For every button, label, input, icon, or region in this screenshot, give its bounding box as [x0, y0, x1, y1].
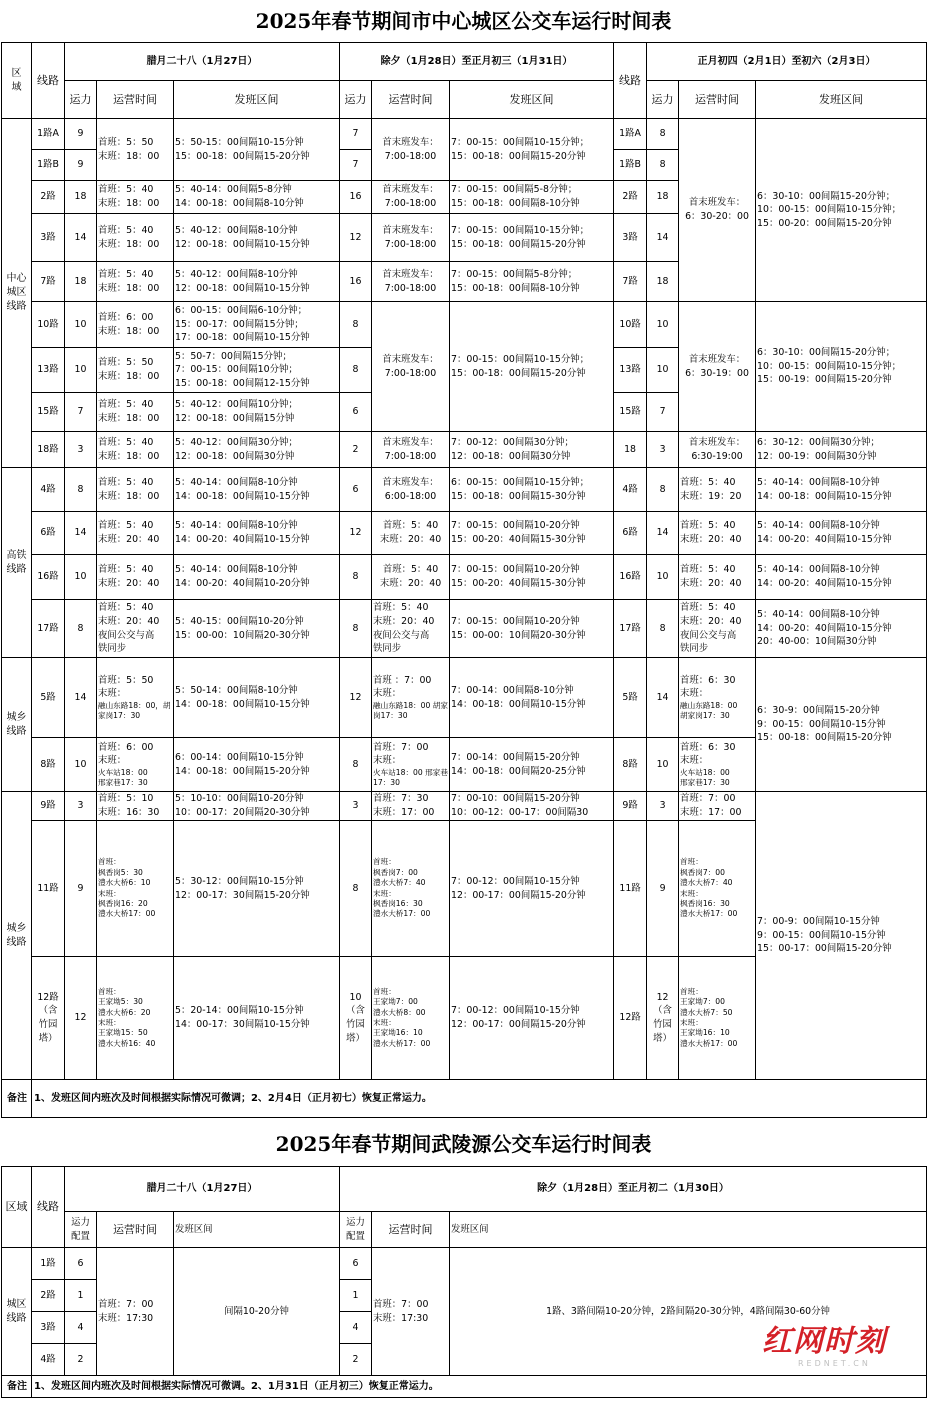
- p1-capacity: 3: [65, 432, 97, 468]
- route-cell-right: 12路: [614, 957, 647, 1080]
- p2-interval: 7：00-10：00间隔15-20分钟 10：00-12：00-17：00间隔30: [450, 792, 614, 821]
- p3-interval: 5：40-14：00间隔8-10分钟 14：00-20：40间隔10-15分钟 20：40-00：10间隔30分钟: [756, 600, 927, 658]
- p2-hours: 首末班发车： 7:00-18:00: [372, 432, 450, 468]
- p3-hours: 首班：5：40 末班：19：20: [679, 468, 756, 512]
- p1-capacity: 7: [65, 393, 97, 432]
- region-center: 中心 城区 线路: [2, 119, 32, 468]
- p3-capacity: 8: [647, 150, 679, 181]
- p2-capacity: 16: [340, 181, 372, 214]
- p1-hours: 首班：5：40 末班：18：00: [97, 393, 174, 432]
- p3-capacity: 18: [647, 181, 679, 214]
- route-cell-right: 11路: [614, 821, 647, 957]
- route-cell: 5路: [32, 658, 65, 738]
- p2-hours: 首末班发车： 7:00-18:00: [372, 302, 450, 432]
- p1-hours-main: 首班：5：50 末班：: [98, 674, 154, 700]
- p1-capacity: 1: [65, 1280, 97, 1312]
- p2-hours: [372, 658, 450, 738]
- p1-capacity: 14: [65, 658, 97, 738]
- p3-hours: [679, 738, 756, 792]
- p2-capacity: 7: [340, 150, 372, 181]
- header-route-right: 线路: [614, 43, 647, 119]
- p1-interval: 5：30-12：00间隔10-15分钟 12：00-17：30间隔15-20分钟: [174, 821, 340, 957]
- header-p1-capacity: 运力: [65, 81, 97, 119]
- header-p2-hours: 运营时间: [372, 81, 450, 119]
- header-period1: 腊月二十八（1月27日）: [65, 43, 340, 81]
- p1-interval: 5：10-10：00间隔10-20分钟 10：00-17：20间隔20-30分钟: [174, 792, 340, 821]
- route-cell: 1路A: [32, 119, 65, 150]
- p2-interval: 7：00-12：00间隔10-15分钟 12：00-17：00间隔15-20分钟: [450, 957, 614, 1080]
- table2-note-row: [2, 1376, 927, 1398]
- p3-hours: 首班：5：40 末班：20：40: [679, 512, 756, 555]
- p3-interval: 5：40-14：00间隔8-10分钟 14：00-20：40间隔10-15分钟: [756, 512, 927, 555]
- p2-interval: 7：00-15：00间隔10-20分钟 15：00-20：40间隔15-30分钟: [450, 512, 614, 555]
- route-cell: 4路: [32, 1344, 65, 1376]
- region-urban-rural: 城乡 线路: [2, 658, 32, 792]
- header-period2: 除夕（1月28日）至正月初二（1月30日）: [340, 1167, 927, 1212]
- route-cell: 18路: [32, 432, 65, 468]
- header-p3-hours: 运营时间: [679, 81, 756, 119]
- p1-hours: 首班：5：50 末班：18：00: [97, 119, 174, 181]
- table1-note-row: [2, 1080, 927, 1118]
- p3-capacity: 9: [647, 821, 679, 957]
- table-row: [2, 468, 927, 512]
- table1-subheader-row: [2, 81, 927, 119]
- p2-interval: 7：00-15：00间隔10-15分钟； 15：00-18：00间隔15-20分钟: [450, 119, 614, 181]
- p1-interval: 5：50-7：00间隔15分钟； 7：00-15：00间隔10分钟； 15：00-18：00间隔12-15分钟: [174, 348, 340, 393]
- p3-interval: 7：00-9：00间隔10-15分钟 9：00-15：00间隔10-15分钟 15：00-17：00间隔15-20分钟: [756, 792, 927, 1080]
- route-cell-right: 18: [614, 432, 647, 468]
- p1-capacity: 18: [65, 181, 97, 214]
- p3-hours-stops: 融山东路18：00 胡家岗17：30: [680, 700, 738, 721]
- p2-capacity: 12: [340, 512, 372, 555]
- p1-interval: 5：50-14：00间隔8-10分钟 14：00-18：00间隔10-15分钟: [174, 658, 340, 738]
- p2-capacity: 8: [340, 600, 372, 658]
- p1-hours: 首班： 王家坳5：30 澧水大桥6：20 末班： 王家坳15：50 澧水大桥16：40: [97, 957, 174, 1080]
- p2-interval: 7：00-12：00间隔10-15分钟 12：00-17：00间隔15-20分钟: [450, 821, 614, 957]
- route-cell: 12路 （含 竹园 塔）: [32, 957, 65, 1080]
- table2-title: 2025年春节期间武陵源公交车运行时间表: [275, 1132, 652, 1156]
- p2-hours: 首班：7：30 末班：17：00: [372, 792, 450, 821]
- p2-capacity: 8: [340, 821, 372, 957]
- p2-capacity: 12: [340, 658, 372, 738]
- p1-hours: 首班： 枫香岗5：30 澧水大桥6：10 末班： 枫香岗16：20 澧水大桥17：00: [97, 821, 174, 957]
- table1-title: 2025年春节期间市中心城区公交车运行时间表: [255, 9, 672, 33]
- watermark-logo: [762, 1325, 912, 1377]
- p3-interval: 5：40-14：00间隔8-10分钟 14：00-18：00间隔10-15分钟: [756, 468, 927, 512]
- table1-header-row: [2, 43, 927, 81]
- p1-capacity: 18: [65, 262, 97, 302]
- p3-interval: 5：40-14：00间隔8-10分钟 14：00-20：40间隔10-15分钟: [756, 555, 927, 600]
- p3-capacity: 14: [647, 214, 679, 262]
- p1-hours: [97, 658, 174, 738]
- header-p2-capacity: 运力 配置: [340, 1212, 372, 1248]
- p2-capacity: 2: [340, 1344, 372, 1376]
- p1-hours: 首班：5：10 末班：16：30: [97, 792, 174, 821]
- p1-hours: 首班：5：40 末班：18：00: [97, 181, 174, 214]
- header-p2-interval: 发班区间: [450, 81, 614, 119]
- header-route: 线路: [32, 1167, 65, 1248]
- p3-capacity: 8: [647, 600, 679, 658]
- p1-capacity: 10: [65, 555, 97, 600]
- header-p1-interval: 发班区间: [174, 81, 340, 119]
- route-cell-right: 2路: [614, 181, 647, 214]
- p2-hours: [372, 738, 450, 792]
- p1-hours: 首班：5：40 末班：20：40: [97, 555, 174, 600]
- p2-hours: 首末班发车： 7:00-18:00: [372, 119, 450, 181]
- p2-capacity: 6: [340, 393, 372, 432]
- p2-capacity: 6: [340, 1248, 372, 1280]
- table-row: [2, 658, 927, 738]
- p2-interval: 7：00-14：00间隔8-10分钟 14：00-18：00间隔10-15分钟: [450, 658, 614, 738]
- route-cell: 17路: [32, 600, 65, 658]
- table-row: [2, 119, 927, 150]
- p3-hours: 首末班发车： 6:30-19:00: [679, 432, 756, 468]
- p2-hours: 首班：5：40 末班：20：40 夜间公交与高 铁同步: [372, 600, 450, 658]
- p1-interval: 5：20-14：00间隔10-15分钟 14：00-17：30间隔10-15分钟: [174, 957, 340, 1080]
- header-p1-interval: 发班区间: [174, 1212, 340, 1248]
- p3-hours: 首班：5：40 末班：20：40 夜间公交与高 铁同步: [679, 600, 756, 658]
- p3-capacity: 14: [647, 512, 679, 555]
- p3-capacity: 12 （含 竹园 塔）: [647, 957, 679, 1080]
- route-cell: 11路: [32, 821, 65, 957]
- route-cell: 8路: [32, 738, 65, 792]
- p3-interval: 6：30-9：00间隔15-20分钟 9：00-15：00间隔10-15分钟 15：00-18：00间隔15-20分钟: [756, 658, 927, 792]
- p1-hours: 首班：5：40 末班：18：00: [97, 468, 174, 512]
- p1-interval: 6：00-15：00间隔6-10分钟； 15：00-17：00间隔15分钟； 17：00-18：00间隔10-15分钟: [174, 302, 340, 348]
- route-cell: 6路: [32, 512, 65, 555]
- p1-hours: 首班：5：40 末班：20：40 夜间公交与高 铁同步: [97, 600, 174, 658]
- p3-hours: 首班： 枫香岗7：00 澧水大桥7：40 末班： 枫香岗16：30 澧水大桥17：00: [679, 821, 756, 957]
- p1-interval: 5：50-15：00间隔10-15分钟 15：00-18：00间隔15-20分钟: [174, 119, 340, 181]
- table1-schedule: [1, 42, 927, 1118]
- p1-hours: 首班：5：40 末班：18：00: [97, 262, 174, 302]
- p1-interval: 5：40-12：00间隔8-10分钟 12：00-18：00间隔10-15分钟: [174, 214, 340, 262]
- note-label: 备注: [2, 1080, 32, 1118]
- p2-capacity: 12: [340, 214, 372, 262]
- p2-capacity: 16: [340, 262, 372, 302]
- p2-interval: 7：00-15：00间隔5-8分钟； 15：00-18：00间隔8-10分钟: [450, 181, 614, 214]
- route-cell: 3路: [32, 1312, 65, 1344]
- route-cell-right: 5路: [614, 658, 647, 738]
- header-p2-interval: 发班区间: [450, 1212, 927, 1248]
- p2-hours: 首末班发车： 7:00-18:00: [372, 262, 450, 302]
- p2-interval: 7：00-12：00间隔30分钟； 12：00-18：00间隔30分钟: [450, 432, 614, 468]
- route-cell-right: 10路: [614, 302, 647, 348]
- route-cell: 1路B: [32, 150, 65, 181]
- p2-hours: 首班：7：00 末班：17:30: [372, 1248, 450, 1376]
- p3-hours: 首班： 王家坳7：00 澧水大桥7：50 末班： 王家坳16：10 澧水大桥17：00: [679, 957, 756, 1080]
- p1-capacity: 3: [65, 792, 97, 821]
- p2-interval: 7：00-15：00间隔10-20分钟 15：00-00：10间隔20-30分钟: [450, 600, 614, 658]
- p1-capacity: 14: [65, 512, 97, 555]
- p3-capacity: 3: [647, 792, 679, 821]
- p3-capacity: 10: [647, 555, 679, 600]
- p2-capacity: 7: [340, 119, 372, 150]
- table-row: [2, 302, 927, 348]
- p3-hours: [679, 658, 756, 738]
- header-region: 区域: [2, 1167, 32, 1248]
- route-cell-right: 1路B: [614, 150, 647, 181]
- p1-hours: 首班：5：40 末班：18：00: [97, 432, 174, 468]
- p3-capacity: 8: [647, 468, 679, 512]
- header-period2: 除夕（1月28日）至正月初三（1月31日）: [340, 43, 614, 81]
- route-cell: 7路: [32, 262, 65, 302]
- p1-capacity: 9: [65, 821, 97, 957]
- p1-capacity: 10: [65, 738, 97, 792]
- note-label: 备注: [2, 1376, 32, 1398]
- header-p1-hours: 运营时间: [97, 1212, 174, 1248]
- header-route: 线路: [32, 43, 65, 119]
- table-row: [2, 1248, 927, 1280]
- p2-capacity: 10 （含 竹园 塔）: [340, 957, 372, 1080]
- p1-capacity: 14: [65, 214, 97, 262]
- p2-hours: 首末班发车： 7:00-18:00: [372, 181, 450, 214]
- p3-hours-stops: 火车站18：00 邢家巷17：30: [680, 767, 730, 788]
- p3-interval: 6：30-10：00间隔15-20分钟； 10：00-15：00间隔10-15分钟； 15：00-20：00间隔15-20分钟: [756, 119, 927, 302]
- p2-hours: 首末班发车： 6:00-18:00: [372, 468, 450, 512]
- header-period1: 腊月二十八（1月27日）: [65, 1167, 340, 1212]
- p1-hours: 首班：5：40 末班：20：40: [97, 512, 174, 555]
- p3-capacity: 10: [647, 302, 679, 348]
- header-region: 区 域: [2, 43, 32, 119]
- p1-interval: 5：40-14：00间隔5-8分钟 14：00-18：00间隔8-10分钟: [174, 181, 340, 214]
- p1-interval: 5：40-14：00间隔8-10分钟 14：00-20：40间隔10-15分钟: [174, 512, 340, 555]
- p1-hours: 首班：5：50 末班：18：00: [97, 348, 174, 393]
- p1-capacity: 9: [65, 119, 97, 150]
- route-cell: 13路: [32, 348, 65, 393]
- p3-capacity: 7: [647, 393, 679, 432]
- route-cell: 2路: [32, 1280, 65, 1312]
- p2-hours: 首班：5：40 末班：20：40: [372, 555, 450, 600]
- route-cell: 9路: [32, 792, 65, 821]
- watermark-sub: REDNET.CN: [798, 1359, 871, 1368]
- p1-capacity: 2: [65, 1344, 97, 1376]
- route-cell-right: 15路: [614, 393, 647, 432]
- p3-capacity: 18: [647, 262, 679, 302]
- p2-hours: 首末班发车： 7:00-18:00: [372, 214, 450, 262]
- table2-subheader-row: [2, 1212, 927, 1248]
- route-cell-right: 9路: [614, 792, 647, 821]
- p3-hours: 首班：7：00 末班：17：00: [679, 792, 756, 821]
- p1-interval: 5：40-12：00间隔10分钟； 12：00-18：00间隔15分钟: [174, 393, 340, 432]
- p1-capacity: 8: [65, 468, 97, 512]
- p2-hours: 首班： 王家坳7：00 澧水大桥8：00 末班： 王家坳16：10 澧水大桥17：00: [372, 957, 450, 1080]
- p3-hours: 首班：5：40 末班：20：40: [679, 555, 756, 600]
- p2-interval: 1路、3路间隔10-20分钟，2路间隔20-30分钟，4路间隔30-60分钟: [450, 1248, 927, 1376]
- header-p2-hours: 运营时间: [372, 1212, 450, 1248]
- p1-capacity: 12: [65, 957, 97, 1080]
- p2-interval: 7：00-15：00间隔5-8分钟； 15：00-18：00间隔8-10分钟: [450, 262, 614, 302]
- p3-interval: 6：30-12：00间隔30分钟； 12：00-19：00间隔30分钟: [756, 432, 927, 468]
- p2-capacity: 2: [340, 432, 372, 468]
- route-cell-right: 3路: [614, 214, 647, 262]
- p2-capacity: 8: [340, 738, 372, 792]
- p1-hours: [97, 738, 174, 792]
- header-p1-capacity: 运力 配置: [65, 1212, 97, 1248]
- p1-interval: 5：40-12：00间隔30分钟； 12：00-18：00间隔30分钟: [174, 432, 340, 468]
- p3-hours-main: 首班：6：30 末班：: [680, 674, 736, 700]
- header-p3-interval: 发班区间: [756, 81, 927, 119]
- p2-interval: 7：00-14：00间隔15-20分钟 14：00-18：00间隔20-25分钟: [450, 738, 614, 792]
- table-row: [2, 512, 927, 555]
- note-text: 1、发班区间内班次及时间根据实际情况可微调。2、1月31日（正月初三）恢复正常运力。: [32, 1376, 927, 1398]
- p2-hours-stops: 融山东路18：00 胡家岗17：30: [373, 700, 448, 721]
- region-urban-rural-2: 城乡 线路: [2, 792, 32, 1080]
- note-text: 1、发班区间内班次及时间根据实际情况可微调；2、2月4日（正月初七）恢复正常运力。: [32, 1080, 927, 1118]
- p1-hours: 首班：5：40 末班：18：00: [97, 214, 174, 262]
- header-p3-capacity: 运力: [647, 81, 679, 119]
- route-cell: 3路: [32, 214, 65, 262]
- header-p2-capacity: 运力: [340, 81, 372, 119]
- route-cell: 16路: [32, 555, 65, 600]
- table2-header-row: [2, 1167, 927, 1212]
- header-period3: 正月初四（2月1日）至初六（2月3日）: [647, 43, 927, 81]
- route-cell-right: 1路A: [614, 119, 647, 150]
- route-cell-right: 13路: [614, 348, 647, 393]
- p2-capacity: 8: [340, 302, 372, 348]
- region-rail: 高铁 线路: [2, 468, 32, 658]
- route-cell: 4路: [32, 468, 65, 512]
- p1-hours-stops: 融山东路18：00，胡家岗17：30: [98, 700, 171, 721]
- route-cell-right: 17路: [614, 600, 647, 658]
- p2-capacity: 1: [340, 1280, 372, 1312]
- route-cell-right: 8路: [614, 738, 647, 792]
- route-cell: 10路: [32, 302, 65, 348]
- p2-capacity: 3: [340, 792, 372, 821]
- p2-capacity: 6: [340, 468, 372, 512]
- p2-hours-stops: 火车站18：00 邢家巷17：30: [373, 767, 448, 788]
- header-p1-hours: 运营时间: [97, 81, 174, 119]
- p3-capacity: 14: [647, 658, 679, 738]
- p1-capacity: 9: [65, 150, 97, 181]
- p1-hours: 首班：7：00 末班：17:30: [97, 1248, 174, 1376]
- p3-capacity: 3: [647, 432, 679, 468]
- p2-hours: 首班： 枫香岗7：00 澧水大桥7：40 末班： 枫香岗16：30 澧水大桥17：00: [372, 821, 450, 957]
- p2-hours: 首班：5：40 末班：20：40: [372, 512, 450, 555]
- p1-hours: 首班：6：00 末班：18：00: [97, 302, 174, 348]
- route-cell-right: 4路: [614, 468, 647, 512]
- p1-hours-stops: 火车站18：00 邢家巷17：30: [98, 767, 148, 788]
- route-cell: 15路: [32, 393, 65, 432]
- p3-capacity: 10: [647, 348, 679, 393]
- p2-capacity: 4: [340, 1312, 372, 1344]
- p2-hours-main: 首班：7：00 末班：: [373, 741, 429, 767]
- p2-interval: 7：00-15：00间隔10-15分钟； 15：00-18：00间隔15-20分钟: [450, 302, 614, 432]
- table-row: [2, 432, 927, 468]
- p1-hours-main: 首班：6：00 末班：: [98, 741, 154, 767]
- p1-capacity: 10: [65, 348, 97, 393]
- p1-capacity: 8: [65, 600, 97, 658]
- watermark-main: 红网时刻: [762, 1324, 886, 1359]
- p3-capacity: 10: [647, 738, 679, 792]
- p1-capacity: 10: [65, 302, 97, 348]
- p1-interval: 5：40-14：00间隔8-10分钟 14：00-18：00间隔10-15分钟: [174, 468, 340, 512]
- table-row: [2, 600, 927, 658]
- p3-hours: 首末班发车： 6：30-19：00: [679, 302, 756, 432]
- p2-interval: 6：00-15：00间隔10-15分钟； 15：00-18：00间隔15-30分钟: [450, 468, 614, 512]
- p1-interval: 5：40-14：00间隔8-10分钟 14：00-20：40间隔10-20分钟: [174, 555, 340, 600]
- p3-capacity: 8: [647, 119, 679, 150]
- p2-capacity: 8: [340, 555, 372, 600]
- route-cell: 1路: [32, 1248, 65, 1280]
- p1-capacity: 6: [65, 1248, 97, 1280]
- table-row: [2, 555, 927, 600]
- p1-interval: 6：00-14：00间隔10-15分钟 14：00-18：00间隔15-20分钟: [174, 738, 340, 792]
- route-cell: 2路: [32, 181, 65, 214]
- p2-capacity: 8: [340, 348, 372, 393]
- p2-interval: 7：00-15：00间隔10-20分钟 15：00-20：40间隔15-30分钟: [450, 555, 614, 600]
- p3-hours-main: 首班：6：30 末班：: [680, 741, 736, 767]
- p2-interval: 7：00-15：00间隔10-15分钟； 15：00-18：00间隔15-20分钟: [450, 214, 614, 262]
- route-cell-right: 6路: [614, 512, 647, 555]
- p1-capacity: 4: [65, 1312, 97, 1344]
- route-cell-right: 7路: [614, 262, 647, 302]
- p1-interval: 5：40-12：00间隔8-10分钟 12：00-18：00间隔10-15分钟: [174, 262, 340, 302]
- region-city: 城区 线路: [2, 1248, 32, 1376]
- p3-hours: 首末班发车： 6：30-20：00: [679, 119, 756, 302]
- p1-interval: 5：40-15：00间隔10-20分钟 15：00-00：10间隔20-30分钟: [174, 600, 340, 658]
- p2-hours-main: 首班 ：7：00 末班：: [373, 674, 432, 700]
- table-row: [2, 792, 927, 821]
- p3-interval: 6：30-10：00间隔15-20分钟； 10：00-15：00间隔10-15分钟； 15：00-19：00间隔15-20分钟: [756, 302, 927, 432]
- p1-interval: 间隔10-20分钟: [174, 1248, 340, 1376]
- route-cell-right: 16路: [614, 555, 647, 600]
